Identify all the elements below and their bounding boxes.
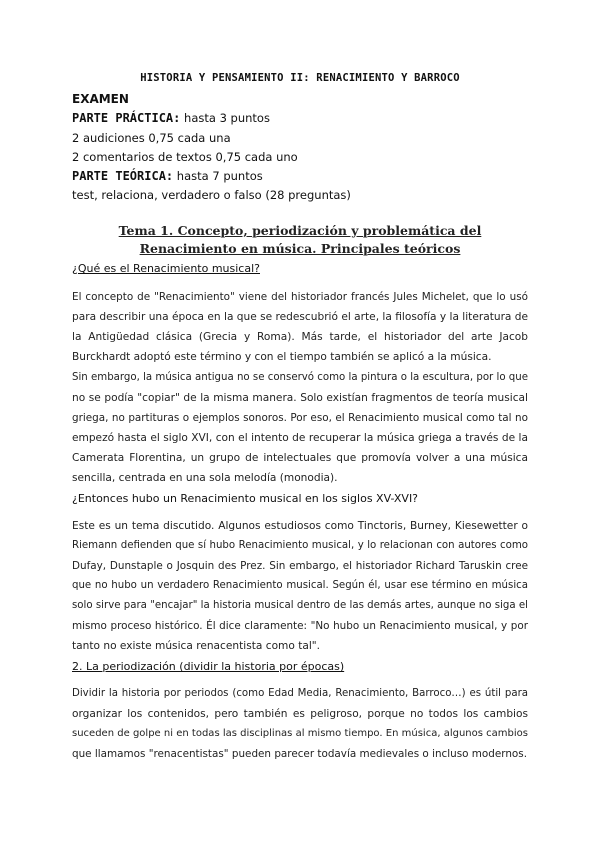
text-line: El concepto de "Renacimiento" viene del historiador francés Jules Michelet, que lo usó — [72, 291, 528, 303]
text-line: Camerata Florentina, un grupo de intelectuales que promovía volver a una música — [72, 452, 528, 464]
text-line: Dufay, Dunstaple o Josquin des Prez. Sin embargo, el historiador Richard Taruskin cree — [72, 560, 528, 572]
text-line: sencilla, centrada en una sola melodía (monodia). — [72, 472, 338, 484]
document-title: HISTORIA Y PENSAMIENTO II: RENACIMIENTO Y BARROCO — [140, 72, 460, 84]
teorica-line — [72, 169, 263, 183]
text-line: suceden de golpe ni en todas las disciplinas al mismo tiempo. En música, algunos cambios — [72, 728, 528, 739]
text-line: que no hubo un verdadero Renacimiento musical. Según él, usar ese término en música — [72, 580, 528, 591]
text-line: Riemann defienden que sí hubo Renacimiento musical, y lo relacionan con autores como — [72, 540, 528, 551]
text-line: empezó hasta el siglo XVI, con el intento de recuperar la música griega a través de la — [72, 432, 528, 444]
teorica-label: PARTE TEÓRICA: — [72, 169, 174, 183]
section2-paragraph-1 — [72, 516, 528, 656]
text-line: organizar los contenidos, pero también es peligroso, porque no todos los cambios — [72, 708, 528, 720]
text-line: Este es un tema discutido. Algunos estudiosos como Tinctoris, Burney, Kiesewetter o — [72, 520, 528, 532]
text-line: para describir una época en la que se redescubrió el arte, la filosofía y la literatura de — [72, 311, 529, 323]
section1-paragraph-1 — [72, 287, 528, 367]
section1-paragraph-2 — [72, 368, 528, 488]
practica-label: PARTE PRÁCTICA: — [72, 111, 181, 125]
section3-paragraph-1 — [72, 684, 528, 764]
section3-heading: 2. La periodización (dividir la historia por épocas) — [72, 660, 345, 673]
section2-heading: ¿Entonces hubo un Renacimiento musical en los siglos XV-XVI? — [72, 492, 419, 505]
tema-line-1: Tema 1. Concepto, periodización y problemática del — [118, 223, 482, 238]
practica-value: hasta 3 puntos — [180, 111, 270, 125]
practica-line — [72, 111, 270, 125]
text-line: Dividir la historia por periodos (como Edad Media, Renacimiento, Barroco…) es útil para — [72, 688, 528, 699]
tema-heading — [72, 222, 528, 258]
text-line: que llamamos "renacentistas" pueden parecer todavía medievales o incluso modernos. — [72, 748, 528, 760]
text-line: solo sirve para "encajar" la historia musical dentro de las demás artes, aunque no siga el — [72, 600, 528, 611]
exam-label: EXAMEN — [72, 92, 129, 106]
exam-line-2: 2 comentarios de textos 0,75 cada uno — [72, 150, 298, 164]
section1-heading: ¿Qué es el Renacimiento musical? — [72, 262, 260, 275]
text-line: Burckhardt adoptó este término y con el tiempo también se aplicó a la música. — [72, 351, 492, 363]
text-line: Sin embargo, la música antigua no se conservó como la pintura o la escultura, por lo que — [72, 372, 528, 383]
text-line: tanto no existe música renacentista como tal". — [72, 640, 321, 652]
exam-line-3: test, relaciona, verdadero o falso (28 preguntas) — [72, 188, 351, 202]
exam-line-1: 2 audiciones 0,75 cada una — [72, 131, 231, 145]
tema-line-2: Renacimiento en música. Principales teóricos — [139, 241, 461, 256]
teorica-value: hasta 7 puntos — [173, 169, 263, 183]
text-line: la Antigüedad clásica (Grecia y Roma). Más tarde, el historiador del arte Jacob — [72, 331, 528, 343]
text-line: no se podía "copiar" de la misma manera. Solo existían fragmentos de teoría musical — [72, 392, 528, 404]
text-line: griega, no partituras o ejemplos sonoros. Por eso, el Renacimiento musical como tal no — [72, 412, 528, 424]
text-line: mismo proceso histórico. Él dice claramente: "No hubo un Renacimiento musical, y por — [72, 620, 528, 632]
